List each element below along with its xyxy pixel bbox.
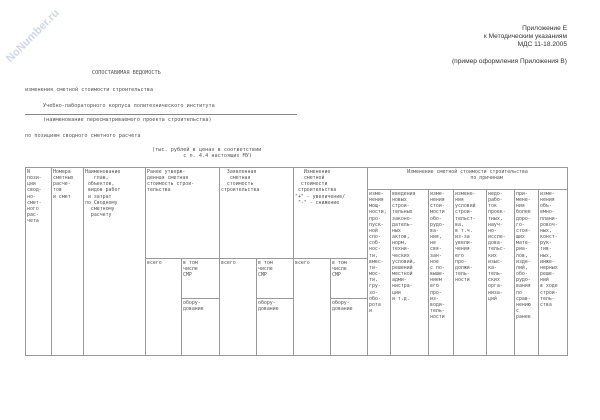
col-item-name: Наименование глав, объектов, видов работ и затрат по Сводному сметному расчету bbox=[84, 168, 146, 356]
declared-smr: в том числе СМР bbox=[257, 259, 294, 299]
reason-equipment-cost: изме- нения стои- мости обо- рудо- ва- ния, не свя- зан- ное с по- выше- нием его про- из- води- тель- ности bbox=[429, 190, 454, 356]
appendix-label: Приложение Е bbox=[522, 25, 567, 32]
comparison-table bbox=[25, 167, 568, 356]
doc-subtitle: изменения сметной стоимости строительства bbox=[25, 87, 154, 93]
reason-design-changes: изме- нения объ- емно- плани- ровоч- ных, конст- рук- тив- ных, инже- нерных реше- ний в ходе строи- тель- ства bbox=[539, 190, 568, 356]
col-estimate-numbers: Номера сметных расче- тов и смет bbox=[52, 168, 84, 356]
project-name: Учебно-лабораторного корпуса политехнического института bbox=[43, 103, 215, 109]
reasons-header: Изменение сметной стоимости строительства по причинам bbox=[368, 168, 568, 190]
divider bbox=[25, 114, 297, 115]
project-caption: (наименование пересматриваемого проекта строительства) bbox=[43, 117, 212, 123]
reason-conditions: измене- ния условий строи- тельст- ва, в т.ч. из-за увели- чения его про- должи- тель- ности bbox=[454, 190, 487, 356]
reason-capacity: изме- нения мощ- ности, про- пуск- ной спо- соб- нос- ти, вмес- ти- мос- ти, гру- зо- обо- рота и bbox=[368, 190, 391, 356]
reason-design-flaws: недо- рабо- ток проек- тных, науч- но- иссле- дова- тельс- ких изыс- ка- тель- ских орга- низа- ций bbox=[487, 190, 515, 356]
change-smr: в том числе СМР bbox=[331, 259, 368, 299]
declared-equipment: обору- дование bbox=[257, 299, 294, 356]
grp-cost-change: Изменение сметной стоимости строительства "+" - увеличение/ "-" - снижение bbox=[294, 168, 368, 259]
units-note: (тыс. рублей в ценах в соответствии с п. 4.4 настоящих МУ) bbox=[152, 147, 262, 160]
approved-total: всего bbox=[146, 259, 182, 356]
grp-approved-cost: Ранее утверж- денная сметная стоимость строи- тельства bbox=[146, 168, 220, 259]
reason-expensive-materials: при- мене- ния более доро- го- стоя- щих мате- риа- лов, изде- лий, обо- рудо- вания по срав- нению с ранее bbox=[515, 190, 539, 356]
reason-legislation: введения новых строи- тельных законо- датель- ных актов, норм, техни- ческих условий, решений местной адми- нистра- ции и т.д. bbox=[391, 190, 429, 356]
watermark: NoNumber.ru bbox=[3, 7, 62, 65]
change-total: всего bbox=[294, 259, 331, 356]
approved-smr: в том числе СМР bbox=[182, 259, 220, 299]
doc-title: СОПОСТАВИМАЯ ВЕДОМОСТЬ bbox=[92, 70, 161, 76]
positions-label: по позициям сводного сметного расчета bbox=[25, 133, 141, 139]
grp-declared-cost: Заявленная сметная стоимость строительства bbox=[220, 168, 294, 259]
appendix-ref: к Методическим указаниям bbox=[483, 33, 567, 40]
col-position-number: N пози- ции свод- но- смет- ного рас- чета bbox=[26, 168, 52, 356]
declared-total: всего bbox=[220, 259, 257, 356]
example-note: (пример оформления Приложения В) bbox=[451, 58, 567, 65]
appendix-doc: МДС 11-18.2005 bbox=[517, 41, 567, 48]
approved-equipment: обору- дование bbox=[182, 299, 220, 356]
change-equipment: обору- дование bbox=[331, 299, 368, 356]
